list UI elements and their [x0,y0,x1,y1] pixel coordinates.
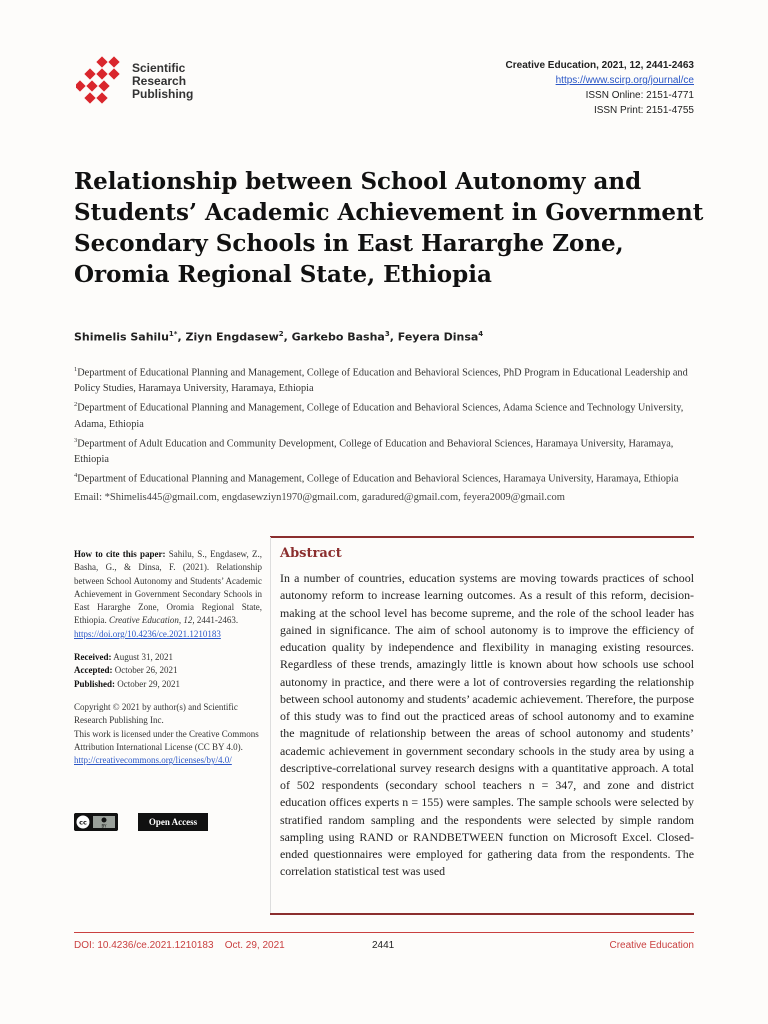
copyright-text: Copyright © 2021 by author(s) and Scientific Research Publishing Inc. [74,701,238,726]
cite-journal: Creative Education, 12, [109,615,195,626]
received-date: August 31, 2021 [113,652,174,663]
accepted-label: Accepted: [74,665,113,676]
author-emails: Email: *Shimelis445@gmail.com, engdasewziyn1970@gmail.com, garadured@gmail.com, feyera2009@gmail.com [74,492,565,503]
author-name: Shimelis Sahilu [74,330,169,344]
publisher-name [132,62,193,101]
affiliation-item [74,362,694,397]
footer-doi-text: DOI: 10.4236/ce.2021.1210183 [74,940,214,951]
cc-mark: cc [79,818,87,827]
received-label: Received: [74,652,112,663]
received-line [74,651,262,664]
page-number: 2441 [372,940,395,951]
author-sup: 2 [278,330,284,338]
affiliation-sup: 2 [74,401,78,409]
accepted-date: October 26, 2021 [114,665,178,676]
publisher-name-line: Publishing [132,87,194,101]
open-access-badge: Open Access [138,813,208,831]
published-line [74,678,262,691]
license-link[interactable]: http://creativecommons.org/licenses/by/4.0/ [74,755,232,766]
footer-journal-name: Creative Education [609,940,694,951]
affiliation-sup: 4 [74,472,78,480]
affiliation-item [74,433,694,468]
footer-date: Oct. 29, 2021 [224,940,285,951]
cc-by-license-icon [74,813,118,831]
author-list: Shimelis Sahilu$^{1*}$, Ziyn Engdasew$^2$, Garkebo Basha$^3$, Feyera Dinsa$^4$ [74,330,484,344]
abstract-bottom-rule [270,913,694,915]
author-name: Ziyn Engdasew [185,330,279,344]
cite-pages: 2441-2463. [196,615,239,626]
affiliation-sup: 1 [74,366,78,373]
doi-link[interactable]: https://doi.org/10.4236/ce.2021.1210183 [74,628,221,639]
author-sup: 4 [478,330,484,338]
article-sidebar [74,548,262,767]
journal-url-link[interactable]: https://www.scirp.org/journal/ce [555,75,694,86]
affiliation-text: Department of Educational Planning and Management, College of Education and Behavioral Sciences, Adama Science and Technology University, Adama, Ethiopia [74,402,684,430]
footer-doi [74,940,285,951]
journal-info [506,58,694,118]
footer-rule [74,932,694,933]
author-name: Feyera Dinsa [397,330,479,344]
publisher-name-line: Research [132,74,187,88]
affiliation-item [74,468,694,487]
abstract-top-rule [270,536,694,538]
accepted-line [74,664,262,677]
published-date: October 29, 2021 [117,678,181,689]
abstract-heading: Abstract [280,546,342,561]
affiliation-item [74,397,694,432]
author-sup: 1* [168,330,178,338]
affiliation-sup: 3 [74,436,78,444]
paper-title: Relationship between School Autonomy and Students’ Academic Achievement in Government Secondary Schools in East Hararghe Zone, Oromia Regional State, Ethiopia [74,168,704,288]
abstract-divider [270,537,271,913]
affiliation-text: Department of Educational Planning and Management, College of Education and Behavioral Sciences, Haramaya University, Haramaya, Ethiopia [77,473,679,485]
cite-text: Sahilu, S., Engdasew, Z., Basha, G., & Dinsa, F. (2021). Relationship between School Autonomy and Students’ Academic Achievement in Government Secondary Schools in East Hararghe Zone, Oromia Regional State, Ethiopia. [74,549,262,626]
affiliations [74,362,694,488]
license-text: This work is licensed under the Creative Commons Attribution International License (CC BY 4.0). [74,728,259,752]
abstract-body: In a number of countries, education systems are moving towards practices of school autonomy reform to increase learning outcomes. As a result of this reform, decision-making at the school level has become supreme, and the role of the school leader has gained in significance. The aim of school autonomy is to improve the efficiency of education quality by independence and flexibility in managing existing resources. Regardless of these trends, amazingly little is known about how schools use school autonomy in practice, and there were a lot of controversies regarding the relationship between school autonomy and students’ academic achievement. Therefore, the purpose of this study was to find out the practiced areas of school autonomy and to examine the magnitude of relationship between the areas of school autonomy and students’ academic achievement in government secondary schools in the study area by using a descriptive-correlational survey research designs with a quantitative approach. A total of 502 respondents (secondary school teachers n = 347, and zone and district education offices experts n = 155) were samples. The sample schools were selected by stratified random sampling and the respondents were selected by simple random sampling using RAND or RANDBETWEEN function on Microsoft Excel. Closed-ended questionnaires were employed for gathering data from the respondents. The correlation statistical test was used [280,571,694,879]
journal-citation: Creative Education, 2021, 12, 2441-2463 [505,60,694,71]
publisher-name-line: Scientific [132,61,186,75]
cite-label: How to cite this paper: [74,549,166,559]
issn-print: ISSN Print: 2151-4755 [593,105,694,116]
affiliation-text: Department of Adult Education and Community Development, College of Education and Behavioral Sciences, Haramaya University, Haramaya, Ethiopia [74,438,674,466]
issn-online: ISSN Online: 2151-4771 [585,90,694,101]
published-label: Published: [74,678,116,689]
affiliation-text: Department of Educational Planning and Management, College of Education and Behavioral Sciences, PhD Program in Educational Leadership and Policy Studies, Haramaya University, Haramaya, Ethiopia [74,367,688,395]
citation-block [74,548,262,641]
author-sup: 3 [384,330,390,338]
author-name: Garkebo Basha [291,330,385,344]
svg-text:BY: BY [101,823,107,829]
